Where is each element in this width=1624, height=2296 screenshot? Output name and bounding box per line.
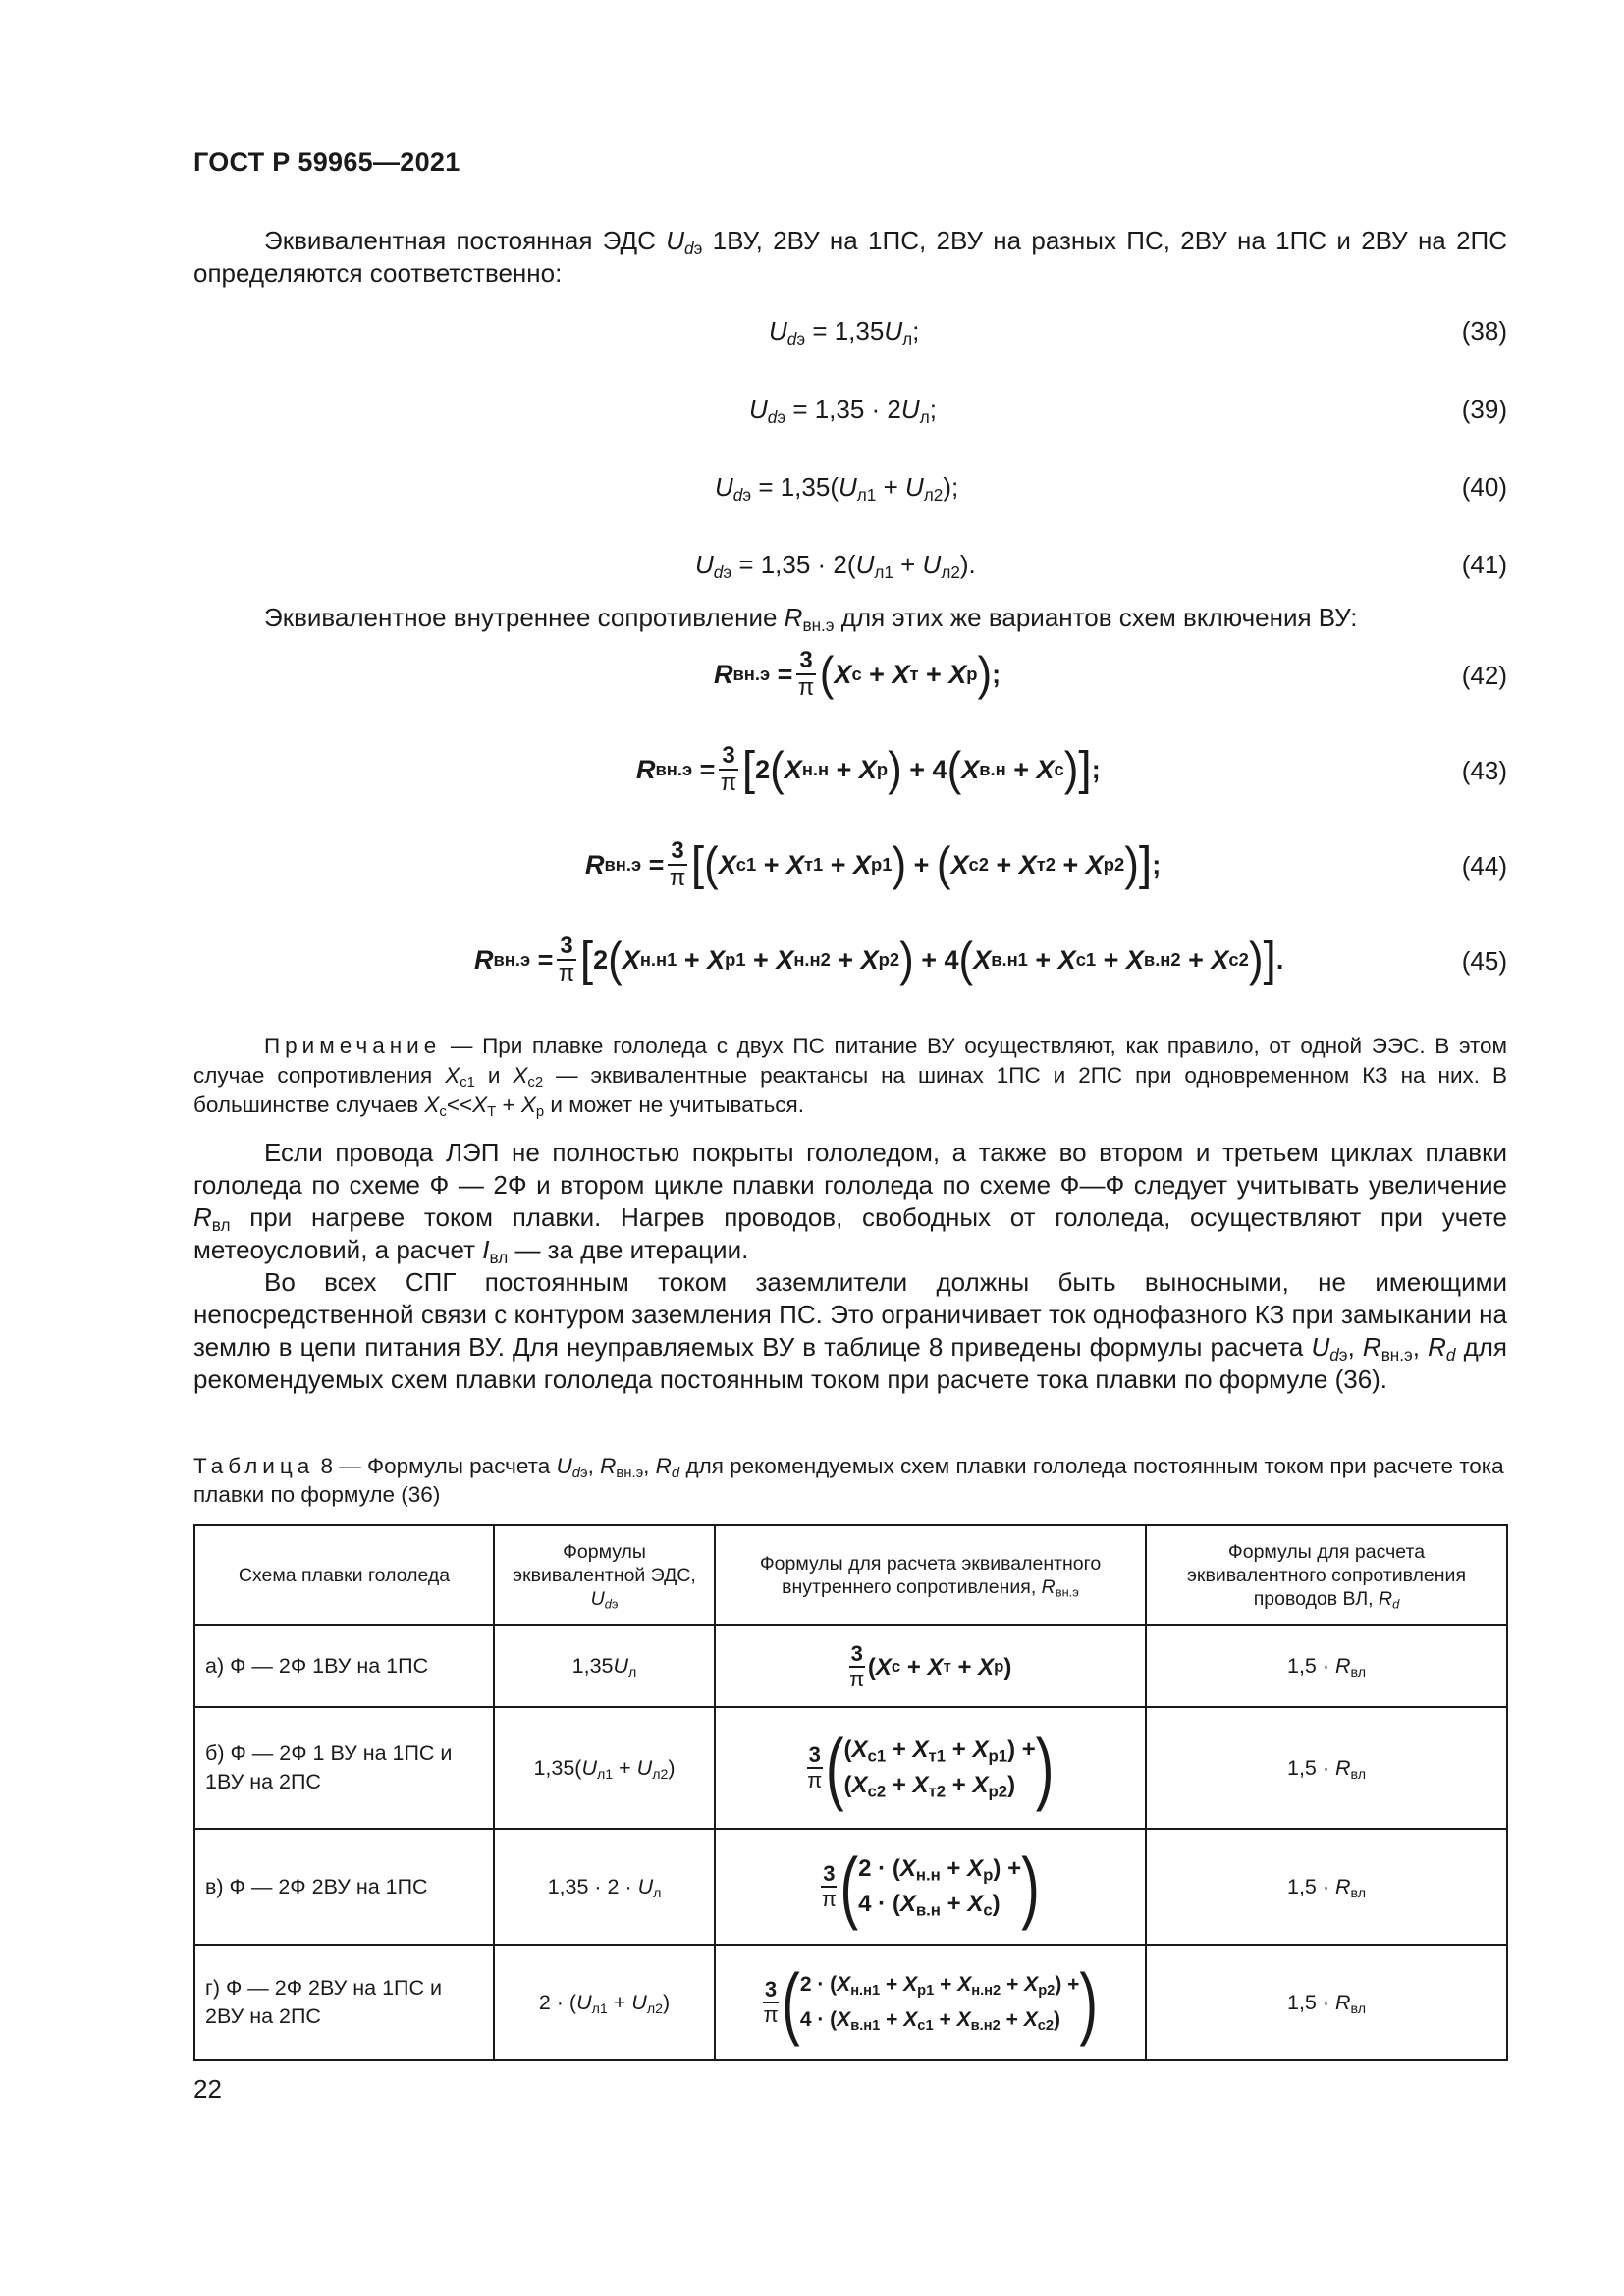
equation-38: $U_{dэ} = 1,35U_л$; (38) xyxy=(769,316,1507,348)
table-row xyxy=(194,1625,1507,1707)
header-scheme: Схема плавки гололеда xyxy=(194,1525,494,1625)
table-row xyxy=(194,1945,1507,2060)
equation-39: $U_{dэ} = 1,35 \cdot 2U_л$; (39) xyxy=(749,395,1507,427)
wire-resistance-cell: $1,5 \cdot R_{вл}$ xyxy=(1146,1945,1507,2060)
wire-resistance-cell: $1,5 \cdot R_{вл}$ xyxy=(1146,1707,1507,1829)
formula-44: R вн.э = 3 π [ ( X с1 + X т1 + X р1 ) + ( X с2 + X т2 + X р2 ) ] ; xyxy=(585,837,1162,891)
scheme-cell: г) Ф — 2Ф 2ВУ на 1ПС и 2ВУ на 2ПС xyxy=(194,1945,494,2060)
equation-number: (44) xyxy=(1461,851,1507,881)
paragraph-heating: Если провода ЛЭП не полностью покрыты гололедом, а также во втором и третьем циклах плавки гололеда по схеме Ф — 2Ф и втором цикле плавки гололеда по схеме Ф—Ф следует учитывать увеличение $R_{вл}$ при нагреве током плавки. Нагрев проводов, свободных от гололеда, осуществляют при учете метеоусловий, а расчет $I_{вл}$ — за две итерации. xyxy=(193,1138,1507,1267)
formula-45: R вн.э = 3 π [ 2 ( X н.н1 + X р1 + X н.н2 + X р2 ) + 4 ( X в.н1 + X с1 + X в.н2 + X с2 ) ] . xyxy=(474,933,1284,987)
equation-number: (40) xyxy=(1461,472,1507,502)
resistance-formula-cell: 3 π ( X с + X т + X р ) xyxy=(715,1625,1146,1707)
formula-42: R вн.э = 3 π ( X с + X т + X р ) ; xyxy=(714,647,1001,701)
document-header: ГОСТ Р 59965—2021 xyxy=(193,147,460,177)
equation-40: $U_{dэ} = 1,35(U_{л1} + U_{л2})$; (40) xyxy=(715,472,1507,505)
formulas-table xyxy=(193,1524,1508,2061)
scheme-cell: б) Ф — 2Ф 1 ВУ на 1ПС и 1ВУ на 2ПС xyxy=(194,1707,494,1829)
header-internal-resistance: Формулы для расчета эквивалентного внутреннего сопротивления, $R_{вн.э}$ xyxy=(715,1525,1146,1625)
equation-number: (39) xyxy=(1461,395,1507,424)
emf-cell: $1,35U_л$ xyxy=(494,1625,715,1707)
resistance-formula-cell: 3 π ( $2 \cdot (X_{н.н} + X_р)$ + $4 \cdot (X_{в.н} + X_с)$ ) xyxy=(715,1829,1146,1945)
emf-cell: $1,35 \cdot 2 \cdot U_л$ xyxy=(494,1829,715,1945)
table-header-row xyxy=(194,1525,1507,1625)
emf-cell: $2 \cdot (U_{л1} + U_{л2})$ xyxy=(494,1945,715,2060)
equation-number: (45) xyxy=(1461,946,1507,976)
equation-41: $U_{dэ} = 1,35 \cdot 2(U_{л1} + U_{л2})$. (41) xyxy=(695,550,1507,582)
page-number: 22 xyxy=(193,2074,222,2104)
scheme-cell: а) Ф — 2Ф 1ВУ на 1ПС xyxy=(194,1625,494,1707)
table-caption: Таблица 8 — Формулы расчета $U_{dэ}$, $R_{вн.э}$, $R_d$ для рекомендуемых схем плавки гололеда постоянным током при расчете тока плавки по формуле (36) xyxy=(193,1454,1504,1507)
formula-43: R вн.э = 3 π [ 2 ( X н.н + X р ) + 4 ( X в.н + X с ) ] ; xyxy=(636,742,1101,796)
paragraph-grounding: Во всех СПГ постоянным током заземлители должны быть выносными, не имеющими непосредственной связи с контуром заземления ПС. Это ограничивает ток однофазного КЗ при замыкании на землю в цепи питания ВУ. Для неуправляемых ВУ в таблице 8 приведены формулы расчета $U_{dэ}$, $R_{вн.э}$, $R_d$ для рекомендуемых схем плавки гололеда постоянным током при расчете тока плавки по формуле (36). xyxy=(193,1267,1507,1394)
note-paragraph: Примечание — При плавке гололеда с двух ПС питание ВУ осуществляют, как правило, от одной ЭЭС. В этом случае сопротивления $X_{с1}$ и $X_{с2}$ — эквивалентные реактансы на шинах 1ПС и 2ПС при одновременном КЗ на них. В большинстве случаев $X_с<<X_Т + X_р$ и может не учитываться. xyxy=(193,1034,1507,1121)
equation-number: (42) xyxy=(1461,661,1507,690)
resistance-formula-cell: 3 π ( $2 \cdot (X_{н.н1} + X_{р1} + X_{н.н2} + X_{р2})$ + $4 \cdot (X_{в.н1} + X_{с1} + X_{в.н2} + X_{с2})$ ) xyxy=(715,1945,1146,2060)
equation-number: (41) xyxy=(1461,550,1507,579)
resistance-formula-cell: 3 π ( $(X_{с1} + X_{т1} + X_{р1})$ + $(X_{с2} + X_{т2} + X_{р2})$ ) xyxy=(715,1707,1146,1829)
header-wire-resistance: Формулы для расчета эквивалентного сопротивления проводов ВЛ, $R_d$ xyxy=(1146,1525,1507,1625)
emf-cell: $1,35(U_{л1} + U_{л2})$ xyxy=(494,1707,715,1829)
scheme-cell: в) Ф — 2Ф 2ВУ на 1ПС xyxy=(194,1829,494,1945)
table-row xyxy=(194,1829,1507,1945)
paragraph-emf-intro: Эквивалентная постоянная ЭДС $U_{dэ}$ 1ВУ, 2ВУ на 1ПС, 2ВУ на разных ПС, 2ВУ на 1ПС и 2ВУ на 2ПС определяются соответственно: xyxy=(193,226,1507,288)
equation-number: (43) xyxy=(1461,756,1507,785)
equation-number: (38) xyxy=(1461,316,1507,346)
table-row xyxy=(194,1707,1507,1829)
header-emf: Формулы эквивалентной ЭДС, $U_{dэ}$ xyxy=(494,1525,715,1625)
paragraph-resistance-intro: Эквивалентное внутреннее сопротивление $R_{вн.э}$ для этих же вариантов схем включения ВУ: xyxy=(264,603,1358,635)
wire-resistance-cell: $1,5 \cdot R_{вл}$ xyxy=(1146,1829,1507,1945)
wire-resistance-cell: $1,5 \cdot R_{вл}$ xyxy=(1146,1625,1507,1707)
